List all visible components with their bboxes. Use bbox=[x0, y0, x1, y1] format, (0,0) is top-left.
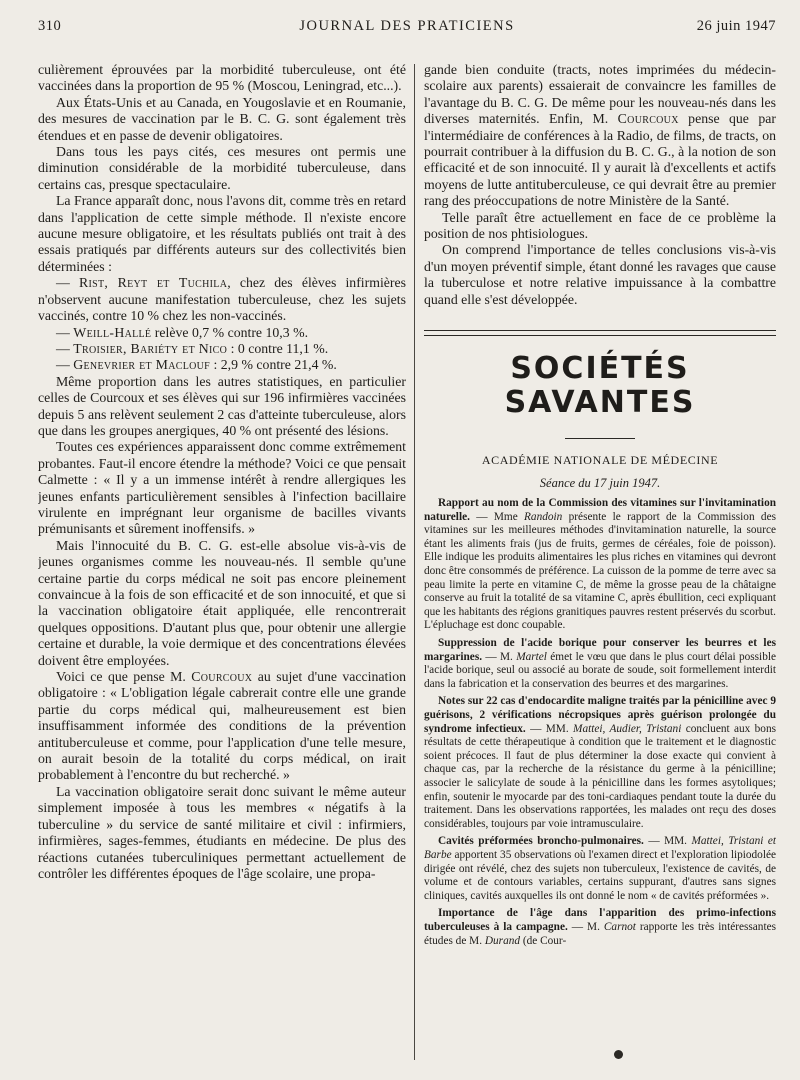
result-item: — Troisier, Bariéty et Nico : 0 contre 11,1 %. bbox=[56, 340, 329, 356]
session-item: Suppression de l'acide borique pour conserver les beurres et les margarines. — M. Martel émet le vœu que dans le plus court délai possible l'acide borique, seul ou associé au borate de soude, soit formellement interdit dans la fabrication et la conservation des beurres et des margarines. bbox=[424, 637, 776, 690]
issue-date: 26 juin 1947 bbox=[696, 18, 776, 34]
item-title: Notes sur 22 cas d'endocardite maligne traités par la pénicilline avec 9 guérisons, 2 vérifications nécropsiques après guérison prolongée du syndrome infectieux. bbox=[424, 695, 776, 735]
article-columns bbox=[38, 62, 776, 1080]
item-author: Carnot bbox=[603, 920, 636, 933]
paragraph: La vaccination obligatoire serait donc suivant le même auteur simplement imposée à tous les membres « négatifs à la tuberculine » du service de santé militaire et civil : infirmiers, infirmières, sages-femmes, étudiants en médecine. De plus des réactions cutanées tuberculiniques permettant actuellement de contrôler les différentes époques de l'âge scolaire, une propa- bbox=[38, 783, 406, 881]
section-rule bbox=[424, 330, 776, 336]
author-name: Courcoux bbox=[617, 111, 679, 127]
paragraph: Voici ce que pense M. Courcoux au sujet d'une vaccination obligatoire : « L'obligation légale cabrerait contre elle une grande partie du corps médical qui, malheureusement est bien insuffisamment informée des conditions de la prévention antituberculeuse et comme, pour l'application d'une telle mesure, on aurait besoin de la totalité du corps médical, on irait probablement à l'encontre du but recherché. » bbox=[38, 669, 406, 783]
paragraph: Aux États-Unis et au Canada, en Yougoslavie et en Roumanie, des mesures de vaccination par le B. C. G. sont également très étendues et en passe de devenir obligatoires. bbox=[38, 94, 406, 143]
item-title: Suppression de l'acide borique pour conserver les beurres et les margarines. bbox=[424, 637, 776, 663]
journal-title: JOURNAL DES PRATICIENS bbox=[299, 18, 515, 34]
item-author: Durand bbox=[484, 934, 521, 947]
paragraph: Toutes ces expériences apparaissent donc comme extrêmement probantes. Faut-il encore étendre la méthode? Voici ce que pensait Calmette : « Il y a un immense intérêt à rendre allergiques les jeunes enfants particulièrement sensibles à l'infection bacillaire virulente en imprégnant leur organisme de bacilles vivants prémunisants et sûrement inoffensifs. » bbox=[38, 439, 406, 537]
author-names: Genevrier et Maclouf bbox=[73, 357, 211, 373]
session-item: Importance de l'âge dans l'apparition des primo-infections tuberculeuses à la campagne. — M. Carnot rapporte les très intéressantes études de M. Durand (de Cour- bbox=[424, 907, 776, 947]
session-item: Rapport au nom de la Commission des vitamines sur l'invitamination naturelle. — Mme Randoin présente le rapport de la Commission des vitamines sur les meilleures méthodes d'invitamination naturelle, la source étant les aliments frais (jus de fruits, germes de céréales, foie de poisson). Elle indique les produits alimentaires les plus riches en vitamines qui devront donc être consommés de préférence. La cuisson de la pomme de terre avec sa peau limite la perte en vitamine C, de même la grosse peau de la châtaigne conserve au fruit la totalité de sa vitamine C, après ébullition, ceci expliquant que les habitants des régions granitiques pauvres restent préservés du scorbut. L'épluchage est donc coupable. bbox=[424, 497, 776, 632]
column-divider bbox=[414, 64, 415, 1060]
item-title: Cavités préformées broncho-pulmonaires. bbox=[438, 835, 644, 848]
result-item: — Rist, Reyt et Tuchila, chez des élèves infirmières n'observent aucune manifestation tuberculeuse, chez les sujets vaccinés, contre 10 % chez les non-vaccinés. bbox=[38, 275, 406, 324]
paragraph: La France apparaît donc, nous l'avons dit, comme très en retard dans l'application de cette simple méthode. Il n'existe encore aucune mesure obligatoire, et les résultats publiés ont trait à des essais pratiqués par différents auteurs sur des collectivités bien déterminées : bbox=[38, 193, 406, 274]
result-item: — Weill-Hallé relève 0,7 % contre 10,3 %. bbox=[56, 324, 309, 340]
paragraph: Dans tous les pays cités, ces mesures ont permis une diminution considérable de la morbidité tuberculeuse, dans certains cas, presque spectaculaire. bbox=[38, 144, 406, 192]
session-item: Cavités préformées broncho-pulmonaires. — MM. Mattei, Tristani et Barbe apportent 35 observations où l'examen direct et l'exploration lipiodolée dirigée ont révélé, chez des sujets non tuberculeux, l'existence de cavités, de volume et de contours variables, certains suppurant, d'autres sans signes cliniques, cavités auxquelles ils ont donné le nom « de cavités préformées ». bbox=[424, 835, 776, 902]
paragraph: gande bien conduite (tracts, notes imprimées du médecin-scolaire aux parents) essaierait de convaincre les familles de l'avantage du B. C. G. De même pour les nouveau-nés dans les diverses maternités. Enfin, M. Courcoux pense que par l'intermédiaire de conférences à la Radio, de films, de tracts, on pourrait contribuer à la diffusion du B. C. G., à la notion de son efficacité et de son innocuité. Il y aurait là d'excellents et actifs moyens de lutte antituberculeuse, ce qui devrait être au premier rang des préoccupations de notre Ministère de la Santé. bbox=[424, 62, 776, 209]
ink-spot bbox=[614, 1050, 623, 1059]
paragraph: Même proportion dans les autres statistiques, en particulier celles de Courcoux et ses élèves qui sur 196 infirmières vaccinées depuis 5 ans relèvent seulement 2 cas d'atteinte tuberculeuse, alors que dans les groupes anergiques, 40 % ont présenté des lésions. bbox=[38, 373, 406, 438]
section-banner: SOCIÉTÉS SAVANTES bbox=[504, 351, 696, 421]
paragraph: Telle paraît être actuellement en face de ce problème la position de nos phtisiologues. bbox=[424, 209, 776, 242]
item-title: Importance de l'âge dans l'apparition des primo-infections tuberculeuses à la campagne. bbox=[424, 907, 776, 933]
item-author: Randoin bbox=[524, 510, 563, 523]
item-author: Martel bbox=[516, 650, 547, 663]
author-name: Courcoux bbox=[191, 669, 253, 685]
short-rule bbox=[565, 438, 635, 439]
item-author: Mattei, Audier, Tristani bbox=[573, 722, 682, 735]
page-number: 310 bbox=[38, 18, 62, 34]
item-title: Rapport au nom de la Commission des vitamines sur l'invitamination naturelle. bbox=[424, 497, 776, 523]
author-names: Weill-Hallé bbox=[73, 324, 152, 340]
author-names: Troisier, Bariéty et Nico bbox=[73, 340, 228, 356]
paragraph: culièrement éprouvées par la morbidité tuberculeuse, ont été vaccinées dans la proportion de 95 % (Moscou, Leningrad, etc...). bbox=[38, 62, 406, 94]
paragraph: On comprend l'importance de telles conclusions vis-à-vis d'un moyen préventif simple, étant donné les ravages que cause la tuberculose et notre relative impuissance à la combattre quand elle s'est développée. bbox=[424, 242, 776, 307]
right-column bbox=[424, 62, 776, 1080]
paragraph: Mais l'innocuité du B. C. G. est-elle absolue vis-à-vis de jeunes organismes comme les nouveau-nés. Il semble qu'une certaine partie du corps médical ne soit pas encore pleinement convaincue à la fois de son efficacité et de son innocuité, et que si la vaccination obligatoire était appliquée, elle rencontrerait quelques oppositions. D'autant plus que, pour obtenir une allergie certaine et durable, la voie dermique et des concentrations élevées doivent être employées. bbox=[38, 537, 406, 668]
academy-heading: ACADÉMIE NATIONALE DE MÉDECINE bbox=[481, 453, 719, 468]
page-header bbox=[38, 16, 776, 42]
left-column bbox=[38, 62, 406, 1080]
session-item: Notes sur 22 cas d'endocardite maligne traités par la pénicilline avec 9 guérisons, 2 vérifications nécropsiques après guérison prolongée du syndrome infectieux. — MM. Mattei, Audier, Tristani concluent aux bons résultats de cette thérapeutique à condition que le traitement et le diagnostic soient précoces. Il faut de plus déterminer la dose exacte qui convient à chaque cas, par la recherche de la résistance du germe à la pénicilline; associer le salicylate de soude à la pénicilline dans les formes asytoliques; enfin, soutenir le myocarde par des toni-cardiaques pendant toute la durée du traitement. Dans les observations rapportées, les malades ont reçu des doses considérables, toujours par voie intramusculaire. bbox=[424, 695, 776, 830]
result-item: — Genevrier et Maclouf : 2,9 % contre 21,4 %. bbox=[56, 357, 337, 373]
author-names: Rist, Reyt et Tuchila bbox=[78, 275, 228, 291]
session-date: Séance du 17 juin 1947. bbox=[539, 476, 661, 491]
item-author: Mattei, Tristani et Barbe bbox=[424, 835, 776, 861]
